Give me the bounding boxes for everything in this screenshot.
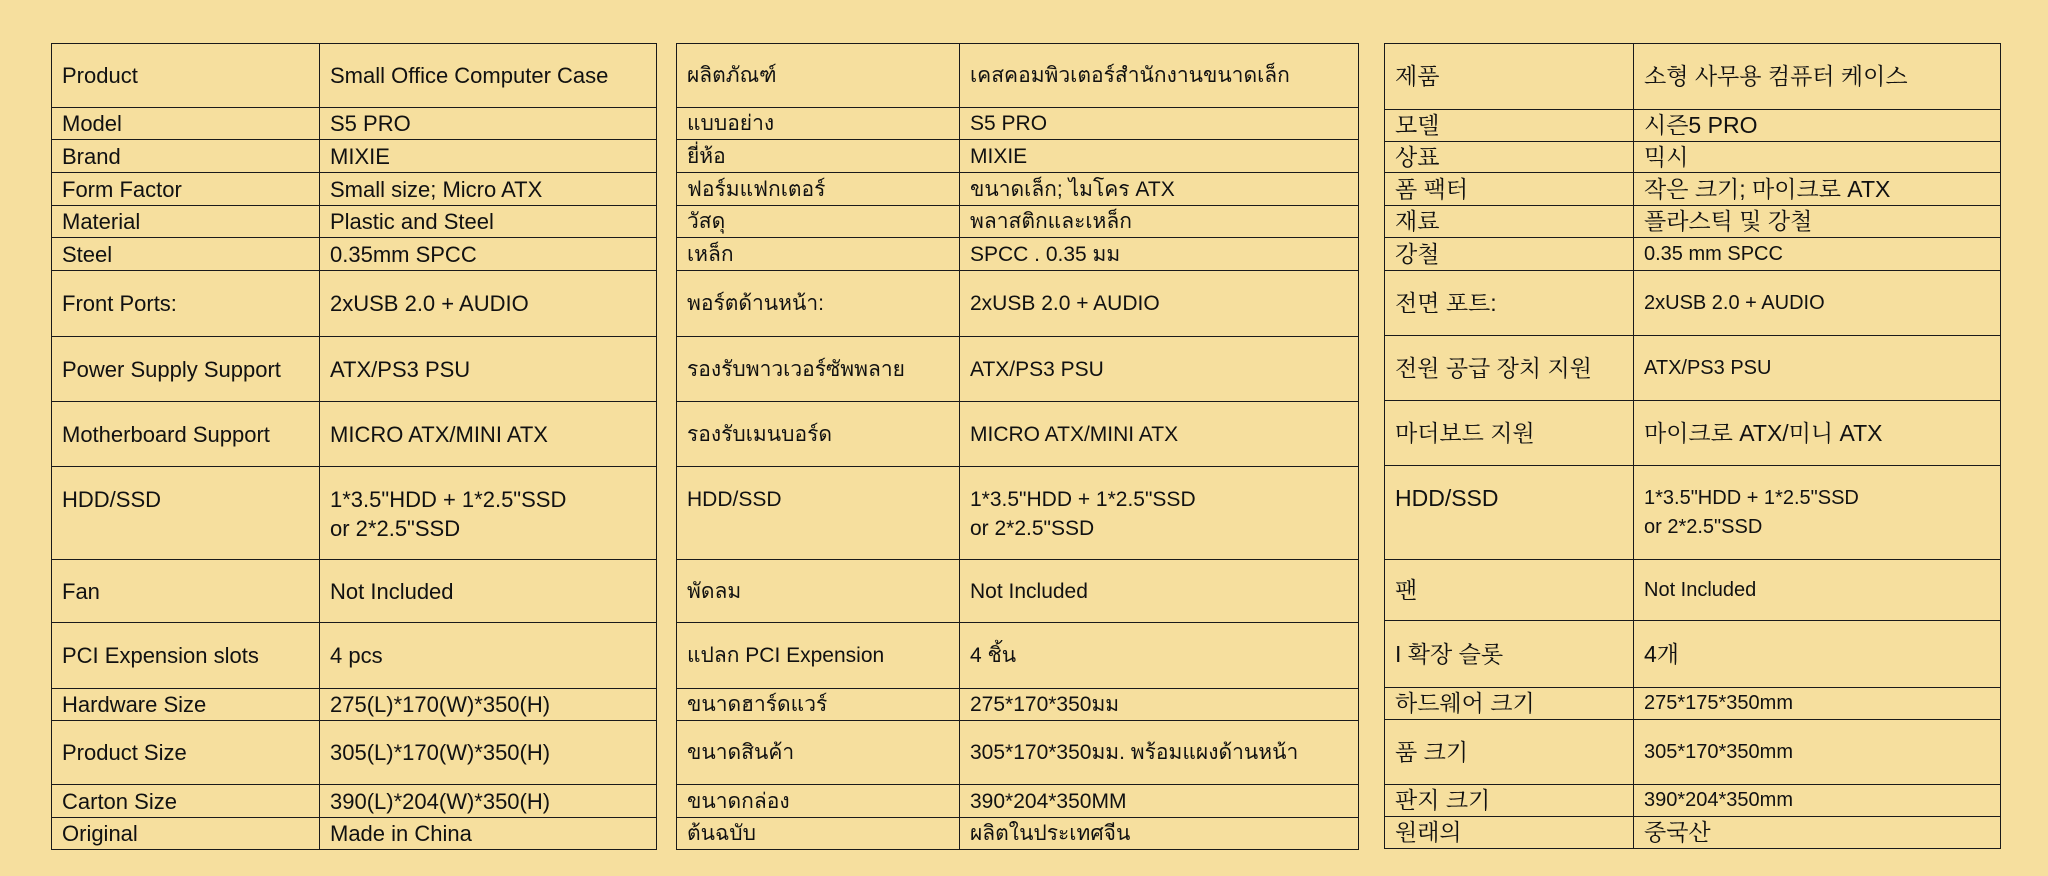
spec-label: Front Ports: — [52, 271, 320, 337]
spec-value: 1*3.5"HDD + 1*2.5"SSD or 2*2.5"SSD — [320, 467, 657, 560]
spec-label: Model — [52, 108, 320, 140]
table-row — [52, 721, 657, 785]
spec-value: Small size; Micro ATX — [320, 173, 657, 206]
table-row — [1385, 621, 2001, 688]
table-row — [52, 206, 657, 238]
spec-table-english — [51, 43, 657, 850]
spec-value: 2xUSB 2.0 + AUDIO — [1634, 271, 2001, 336]
spec-label: 전원 공급 장치 지원 — [1385, 336, 1634, 401]
spec-value: Plastic and Steel — [320, 206, 657, 238]
table-row — [677, 402, 1359, 467]
spec-value: 275(L)*170(W)*350(H) — [320, 689, 657, 721]
spec-label: Form Factor — [52, 173, 320, 206]
spec-value: 1*3.5"HDD + 1*2.5"SSD or 2*2.5"SSD — [1634, 466, 2001, 560]
spec-label: HDD/SSD — [677, 467, 960, 560]
table-row — [52, 140, 657, 173]
table-row — [1385, 44, 2001, 110]
spec-value: MICRO ATX/MINI ATX — [320, 402, 657, 467]
spec-label: Brand — [52, 140, 320, 173]
table-row — [1385, 560, 2001, 621]
table-row — [677, 108, 1359, 140]
spec-value: S5 PRO — [960, 108, 1359, 140]
spec-value: Made in China — [320, 818, 657, 850]
table-row — [52, 238, 657, 271]
spec-value: MIXIE — [320, 140, 657, 173]
spec-label: HDD/SSD — [1385, 466, 1634, 560]
table-row — [1385, 173, 2001, 206]
spec-label: 폼 팩터 — [1385, 173, 1634, 206]
spec-value: 0.35mm SPCC — [320, 238, 657, 271]
table-row — [52, 689, 657, 721]
spec-value: Small Office Computer Case — [320, 44, 657, 108]
table-row — [1385, 271, 2001, 336]
spec-value: พลาสติกและเหล็ก — [960, 206, 1359, 238]
table-row — [1385, 142, 2001, 173]
spec-table-korean — [1384, 43, 2001, 849]
table-row — [52, 623, 657, 689]
spec-label: Product Size — [52, 721, 320, 785]
spec-label: พัดลม — [677, 560, 960, 623]
table-row — [677, 689, 1359, 721]
spec-label: แบบอย่าง — [677, 108, 960, 140]
spec-value: 305(L)*170(W)*350(H) — [320, 721, 657, 785]
table-row — [52, 337, 657, 402]
spec-label: 판지 크기 — [1385, 785, 1634, 817]
table-row — [52, 271, 657, 337]
table-row — [1385, 720, 2001, 785]
table-row — [677, 271, 1359, 337]
spec-label: วัสดุ — [677, 206, 960, 238]
spec-value: 시즌5 PRO — [1634, 110, 2001, 142]
spec-label: พอร์ตด้านหน้า: — [677, 271, 960, 337]
spec-value: SPCC . 0.35 มม — [960, 238, 1359, 271]
spec-label: Steel — [52, 238, 320, 271]
spec-value: ATX/PS3 PSU — [1634, 336, 2001, 401]
spec-value: 4 ชิ้น — [960, 623, 1359, 689]
table-row — [52, 467, 657, 560]
spec-label: Power Supply Support — [52, 337, 320, 402]
spec-label: รองรับพาวเวอร์ซัพพลาย — [677, 337, 960, 402]
spec-value: 소형 사무용 컴퓨터 케이스 — [1634, 44, 2001, 110]
spec-label: ผลิตภัณฑ์ — [677, 44, 960, 108]
spec-value: 390*204*350mm — [1634, 785, 2001, 817]
spec-label: ขนาดสินค้า — [677, 721, 960, 785]
spec-label: 전면 포트: — [1385, 271, 1634, 336]
spec-label: 제품 — [1385, 44, 1634, 110]
table-row — [52, 173, 657, 206]
spec-value: ATX/PS3 PSU — [960, 337, 1359, 402]
spec-value: 275*170*350มม — [960, 689, 1359, 721]
table-row — [52, 560, 657, 623]
spec-label: I 확장 슬롯 — [1385, 621, 1634, 688]
spec-label: ยี่ห้อ — [677, 140, 960, 173]
table-row — [1385, 817, 2001, 849]
spec-value: 305*170*350mm — [1634, 720, 2001, 785]
table-row — [677, 44, 1359, 108]
spec-value: ATX/PS3 PSU — [320, 337, 657, 402]
spec-value: Not Included — [1634, 560, 2001, 621]
table-row — [677, 206, 1359, 238]
table-row — [677, 467, 1359, 560]
table-row — [52, 108, 657, 140]
spec-label: 품 크기 — [1385, 720, 1634, 785]
table-row — [677, 140, 1359, 173]
spec-label: 마더보드 지원 — [1385, 401, 1634, 466]
table-row — [1385, 401, 2001, 466]
spec-label: ขนาดฮาร์ดแวร์ — [677, 689, 960, 721]
spec-label: แปลก PCI Expension — [677, 623, 960, 689]
spec-label: ต้นฉบับ — [677, 818, 960, 850]
spec-value: 2xUSB 2.0 + AUDIO — [320, 271, 657, 337]
spec-value: ผลิตในประเทศจีน — [960, 818, 1359, 850]
spec-label: Carton Size — [52, 785, 320, 818]
table-row — [677, 721, 1359, 785]
spec-value: S5 PRO — [320, 108, 657, 140]
table-row — [1385, 785, 2001, 817]
table-row — [1385, 688, 2001, 720]
spec-value: 390*204*350MM — [960, 785, 1359, 818]
spec-value: 390(L)*204(W)*350(H) — [320, 785, 657, 818]
spec-label: ขนาดกล่อง — [677, 785, 960, 818]
spec-value: 2xUSB 2.0 + AUDIO — [960, 271, 1359, 337]
spec-label: 팬 — [1385, 560, 1634, 621]
spec-value: 275*175*350mm — [1634, 688, 2001, 720]
spec-label: Product — [52, 44, 320, 108]
spec-label: Material — [52, 206, 320, 238]
spec-label: 상표 — [1385, 142, 1634, 173]
spec-label: 하드웨어 크기 — [1385, 688, 1634, 720]
table-row — [677, 173, 1359, 206]
spec-label: PCI Expension slots — [52, 623, 320, 689]
spec-value: 믹시 — [1634, 142, 2001, 173]
table-row — [1385, 238, 2001, 271]
table-row — [677, 337, 1359, 402]
table-row — [52, 44, 657, 108]
table-row — [52, 785, 657, 818]
spec-label: Original — [52, 818, 320, 850]
table-row — [52, 818, 657, 850]
spec-label: เหล็ก — [677, 238, 960, 271]
spec-value: 마이크로 ATX/미니 ATX — [1634, 401, 2001, 466]
table-row — [677, 560, 1359, 623]
spec-label: 원래의 — [1385, 817, 1634, 849]
spec-value: 1*3.5"HDD + 1*2.5"SSD or 2*2.5"SSD — [960, 467, 1359, 560]
spec-label: 강철 — [1385, 238, 1634, 271]
spec-value: Not Included — [960, 560, 1359, 623]
table-row — [677, 623, 1359, 689]
spec-label: Hardware Size — [52, 689, 320, 721]
spec-table-thai — [676, 43, 1359, 850]
spec-label: รองรับเมนบอร์ด — [677, 402, 960, 467]
table-row — [677, 818, 1359, 850]
spec-label: Fan — [52, 560, 320, 623]
spec-value: เคสคอมพิวเตอร์สำนักงานขนาดเล็ก — [960, 44, 1359, 108]
spec-label: HDD/SSD — [52, 467, 320, 560]
table-row — [677, 785, 1359, 818]
spec-value: 4 pcs — [320, 623, 657, 689]
spec-value: MIXIE — [960, 140, 1359, 173]
table-row — [1385, 206, 2001, 238]
spec-value: 305*170*350มม. พร้อมแผงด้านหน้า — [960, 721, 1359, 785]
table-row — [1385, 336, 2001, 401]
spec-value: ขนาดเล็ก; ไมโคร ATX — [960, 173, 1359, 206]
table-row — [677, 238, 1359, 271]
spec-value: Not Included — [320, 560, 657, 623]
table-row — [52, 402, 657, 467]
table-row — [1385, 110, 2001, 142]
spec-value: 작은 크기; 마이크로 ATX — [1634, 173, 2001, 206]
spec-label: 모델 — [1385, 110, 1634, 142]
spec-label: Motherboard Support — [52, 402, 320, 467]
spec-label: ฟอร์มแฟกเตอร์ — [677, 173, 960, 206]
spec-value: 플라스틱 및 강철 — [1634, 206, 2001, 238]
spec-value: 0.35 mm SPCC — [1634, 238, 2001, 271]
spec-value: MICRO ATX/MINI ATX — [960, 402, 1359, 467]
spec-value: 중국산 — [1634, 817, 2001, 849]
spec-label: 재료 — [1385, 206, 1634, 238]
table-row — [1385, 466, 2001, 560]
spec-value: 4개 — [1634, 621, 2001, 688]
